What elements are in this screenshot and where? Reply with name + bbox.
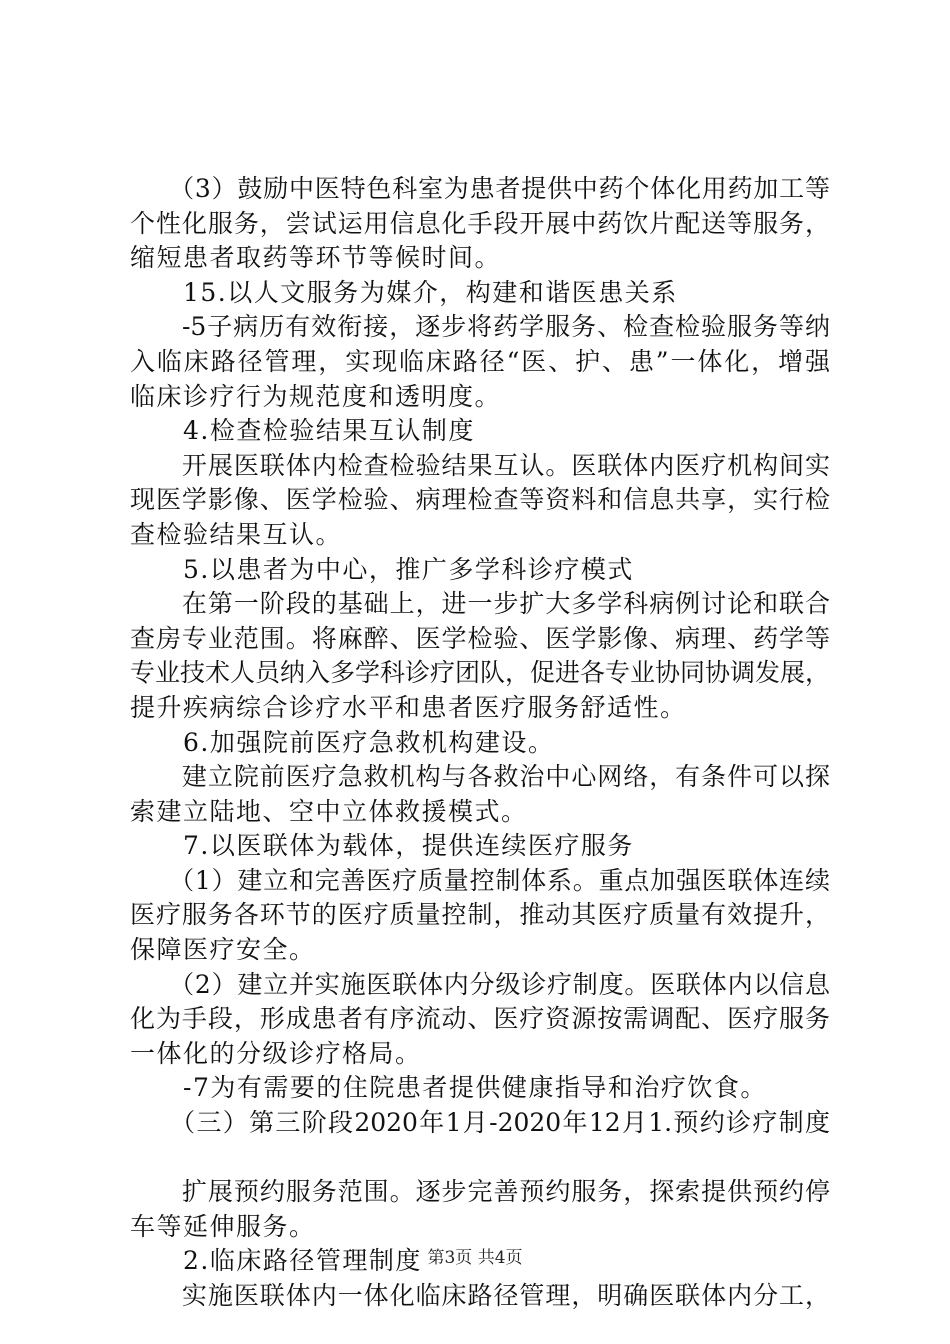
text-line: 提升疾病综合诊疗水平和患者医疗服务舒适性。 bbox=[130, 692, 687, 722]
text-line: 6.加强院前医疗急救机构建设。 bbox=[130, 727, 555, 757]
text-line: 查检验结果互认。 bbox=[130, 519, 343, 549]
text-line: 扩展预约服务范围。逐步完善预约服务，探索提供预约停 bbox=[130, 1177, 830, 1207]
text-line: 医疗服务各环节的医疗质量控制，推动其医疗质量有效提升， bbox=[130, 900, 830, 930]
text-line: 建立院前医疗急救机构与各救治中心网络，有条件可以探 bbox=[130, 762, 830, 792]
blank-line bbox=[130, 1141, 830, 1176]
text-line: （1）建立和完善医疗质量控制体系。重点加强医联体连续 bbox=[130, 865, 830, 895]
text-line: 现医学影像、医学检验、病理检查等资料和信息共享，实行检 bbox=[130, 485, 830, 515]
text-line: 入临床路径管理，实现临床路径“医、护、患”一体化，增强 bbox=[130, 346, 830, 376]
text-line: 15.以人文服务为媒介，构建和谐医患关系 bbox=[130, 277, 678, 307]
text-line: 5.以患者为中心，推广多学科诊疗模式 bbox=[130, 554, 634, 584]
text-line: 索建立陆地、空中立体救援模式。 bbox=[130, 796, 528, 826]
text-line: （3）鼓励中医特色科室为患者提供中药个体化用药加工等 bbox=[130, 174, 830, 203]
text-line: 车等延伸服务。 bbox=[130, 1211, 316, 1241]
document-body bbox=[130, 172, 830, 1314]
text-line: 一体化的分级诊疗格局。 bbox=[130, 1038, 422, 1068]
text-line: 2.临床路径管理制度 bbox=[130, 1246, 422, 1276]
text-line: 4.检查检验结果互认制度 bbox=[130, 416, 475, 446]
text-line: -5子病历有效衔接，逐步将药学服务、检查检验服务等纳 bbox=[130, 312, 830, 342]
text-line: 在第一阶段的基础上，进一步扩大多学科病例讨论和联合 bbox=[130, 589, 830, 619]
text-line: （三）第三阶段2020年1月-2020年12月1.预约诊疗制度 bbox=[130, 1108, 830, 1138]
text-line: 7.以医联体为载体，提供连续医疗服务 bbox=[130, 831, 634, 861]
text-line: （2）建立并实施医联体内分级诊疗制度。医联体内以信息 bbox=[130, 969, 830, 999]
text-line: 化为手段，形成患者有序流动、医疗资源按需调配、医疗服务 bbox=[130, 1004, 830, 1034]
text-line: 开展医联体内检查检验结果互认。医联体内医疗机构间实 bbox=[130, 450, 830, 480]
text-line: 专业技术人员纳入多学科诊疗团队，促进各专业协同协调发展， bbox=[130, 658, 830, 688]
text-line: 个性化服务，尝试运用信息化手段开展中药饮片配送等服务， bbox=[130, 208, 830, 238]
page-number: 第3页 共4页 bbox=[427, 1248, 523, 1268]
text-line: 查房专业范围。将麻醉、医学检验、医学影像、病理、药学等 bbox=[130, 623, 830, 653]
text-line: -7为有需要的住院患者提供健康指导和治疗饮食。 bbox=[130, 1073, 767, 1103]
text-line: 缩短患者取药等环节等候时间。 bbox=[130, 243, 502, 273]
text-line: 保障医疗安全。 bbox=[130, 935, 316, 965]
page-footer bbox=[0, 1243, 950, 1268]
text-line: 临床诊疗行为规范度和透明度。 bbox=[130, 381, 502, 411]
text-line: 实施医联体内一体化临床路径管理，明确医联体内分工， bbox=[130, 1281, 830, 1310]
